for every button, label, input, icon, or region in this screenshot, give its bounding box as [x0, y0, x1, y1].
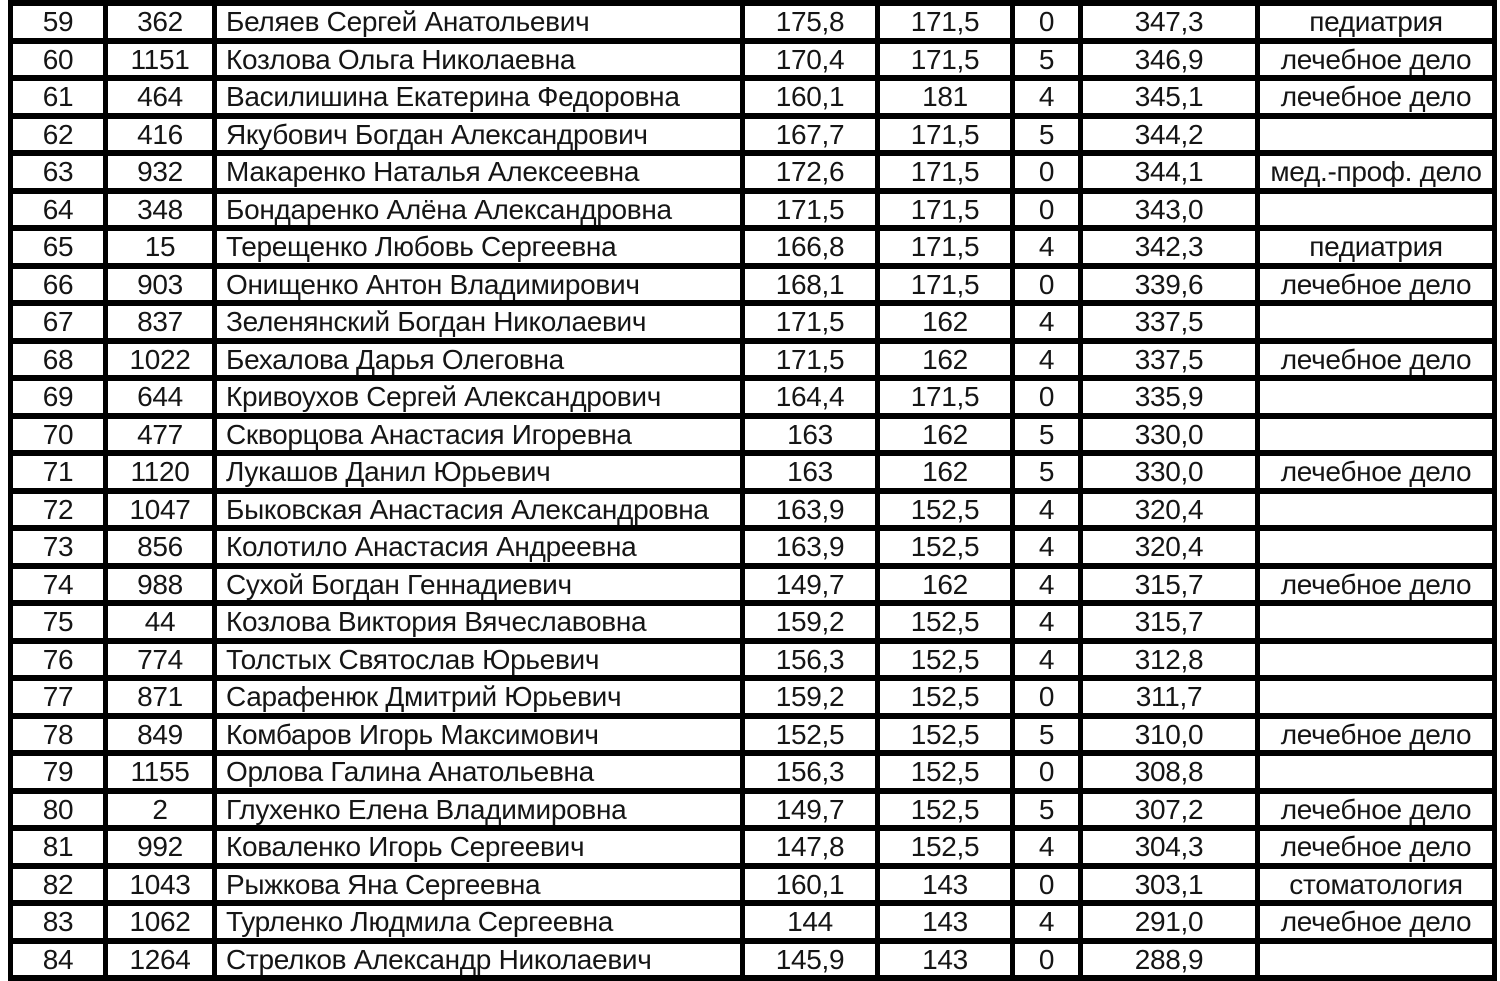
cell-rank: 63 [13, 156, 108, 188]
table-row [8, 831, 1497, 869]
cell-exam1: 170,4 [745, 44, 880, 76]
table-row [8, 531, 1497, 569]
cell-bonus: 0 [1015, 681, 1083, 713]
cell-name: Сухой Богдан Геннадиевич [217, 569, 745, 601]
cell-exam1: 171,5 [745, 194, 880, 226]
cell-exam2: 162 [880, 456, 1015, 488]
cell-rank: 67 [13, 306, 108, 338]
cell-id: 992 [108, 831, 217, 863]
cell-total: 344,2 [1083, 119, 1260, 151]
cell-exam1: 163 [745, 419, 880, 451]
cell-specialty [1260, 644, 1492, 676]
cell-rank: 62 [13, 119, 108, 151]
table-row [8, 119, 1497, 157]
cell-id: 1264 [108, 944, 217, 976]
cell-id: 1151 [108, 44, 217, 76]
cell-specialty: педиатрия [1260, 231, 1492, 263]
cell-exam1: 156,3 [745, 756, 880, 788]
cell-exam2: 143 [880, 869, 1015, 901]
cell-exam1: 144 [745, 906, 880, 938]
cell-exam2: 152,5 [880, 719, 1015, 751]
cell-exam1: 156,3 [745, 644, 880, 676]
cell-total: 320,4 [1083, 494, 1260, 526]
cell-id: 932 [108, 156, 217, 188]
cell-exam2: 162 [880, 344, 1015, 376]
cell-name: Козлова Ольга Николаевна [217, 44, 745, 76]
cell-specialty: лечебное дело [1260, 794, 1492, 826]
cell-rank: 77 [13, 681, 108, 713]
cell-total: 346,9 [1083, 44, 1260, 76]
cell-exam2: 171,5 [880, 231, 1015, 263]
cell-exam1: 172,6 [745, 156, 880, 188]
cell-bonus: 4 [1015, 531, 1083, 563]
cell-exam1: 167,7 [745, 119, 880, 151]
table-row [8, 869, 1497, 907]
cell-bonus: 4 [1015, 831, 1083, 863]
cell-bonus: 4 [1015, 906, 1083, 938]
cell-name: Стрелков Александр Николаевич [217, 944, 745, 976]
cell-specialty: лечебное дело [1260, 269, 1492, 301]
cell-exam1: 171,5 [745, 306, 880, 338]
cell-name: Зеленянский Богдан Николаевич [217, 306, 745, 338]
cell-id: 362 [108, 6, 217, 38]
cell-total: 291,0 [1083, 906, 1260, 938]
cell-id: 1022 [108, 344, 217, 376]
table-row [8, 419, 1497, 457]
cell-exam1: 152,5 [745, 719, 880, 751]
cell-id: 477 [108, 419, 217, 451]
cell-bonus: 5 [1015, 794, 1083, 826]
cell-exam2: 171,5 [880, 269, 1015, 301]
cell-exam2: 152,5 [880, 531, 1015, 563]
cell-name: Глухенко Елена Владимировна [217, 794, 745, 826]
cell-rank: 65 [13, 231, 108, 263]
cell-specialty: лечебное дело [1260, 44, 1492, 76]
cell-specialty [1260, 756, 1492, 788]
cell-exam1: 171,5 [745, 344, 880, 376]
cell-total: 335,9 [1083, 381, 1260, 413]
cell-rank: 69 [13, 381, 108, 413]
cell-exam2: 152,5 [880, 494, 1015, 526]
cell-bonus: 4 [1015, 644, 1083, 676]
cell-specialty [1260, 306, 1492, 338]
cell-id: 1043 [108, 869, 217, 901]
cell-exam2: 171,5 [880, 6, 1015, 38]
cell-name: Рыжкова Яна Сергеевна [217, 869, 745, 901]
table-row [8, 381, 1497, 419]
cell-id: 1120 [108, 456, 217, 488]
cell-exam2: 152,5 [880, 794, 1015, 826]
cell-exam2: 162 [880, 419, 1015, 451]
cell-bonus: 0 [1015, 869, 1083, 901]
table-row [8, 344, 1497, 382]
cell-rank: 72 [13, 494, 108, 526]
cell-id: 44 [108, 606, 217, 638]
cell-bonus: 4 [1015, 494, 1083, 526]
cell-id: 849 [108, 719, 217, 751]
cell-exam1: 149,7 [745, 794, 880, 826]
cell-specialty [1260, 944, 1492, 976]
cell-rank: 68 [13, 344, 108, 376]
cell-rank: 73 [13, 531, 108, 563]
cell-exam2: 143 [880, 944, 1015, 976]
cell-rank: 81 [13, 831, 108, 863]
cell-specialty [1260, 381, 1492, 413]
cell-name: Бехалова Дарья Олеговна [217, 344, 745, 376]
cell-specialty [1260, 531, 1492, 563]
cell-id: 903 [108, 269, 217, 301]
table-row [8, 681, 1497, 719]
cell-exam2: 152,5 [880, 606, 1015, 638]
cell-name: Василишина Екатерина Федоровна [217, 81, 745, 113]
cell-bonus: 4 [1015, 81, 1083, 113]
cell-specialty [1260, 494, 1492, 526]
cell-name: Скворцова Анастасия Игоревна [217, 419, 745, 451]
cell-exam2: 171,5 [880, 156, 1015, 188]
cell-bonus: 4 [1015, 306, 1083, 338]
cell-total: 307,2 [1083, 794, 1260, 826]
cell-specialty: лечебное дело [1260, 456, 1492, 488]
cell-total: 347,3 [1083, 6, 1260, 38]
cell-exam1: 163,9 [745, 494, 880, 526]
cell-name: Якубович Богдан Александрович [217, 119, 745, 151]
cell-exam2: 162 [880, 569, 1015, 601]
cell-id: 1062 [108, 906, 217, 938]
cell-id: 15 [108, 231, 217, 263]
cell-rank: 78 [13, 719, 108, 751]
cell-id: 988 [108, 569, 217, 601]
cell-name: Толстых Святослав Юрьевич [217, 644, 745, 676]
cell-bonus: 0 [1015, 194, 1083, 226]
cell-exam1: 168,1 [745, 269, 880, 301]
cell-total: 311,7 [1083, 681, 1260, 713]
table-row [8, 81, 1497, 119]
cell-specialty: лечебное дело [1260, 569, 1492, 601]
cell-exam2: 181 [880, 81, 1015, 113]
cell-bonus: 0 [1015, 381, 1083, 413]
cell-rank: 74 [13, 569, 108, 601]
cell-total: 288,9 [1083, 944, 1260, 976]
cell-id: 464 [108, 81, 217, 113]
cell-specialty: лечебное дело [1260, 81, 1492, 113]
cell-name: Турленко Людмила Сергеевна [217, 906, 745, 938]
cell-rank: 59 [13, 6, 108, 38]
cell-name: Колотило Анастасия Андреевна [217, 531, 745, 563]
cell-id: 871 [108, 681, 217, 713]
cell-rank: 76 [13, 644, 108, 676]
cell-rank: 61 [13, 81, 108, 113]
cell-total: 308,8 [1083, 756, 1260, 788]
table-row [8, 44, 1497, 82]
cell-total: 312,8 [1083, 644, 1260, 676]
cell-rank: 75 [13, 606, 108, 638]
cell-specialty [1260, 419, 1492, 451]
table-row [8, 944, 1497, 981]
cell-total: 343,0 [1083, 194, 1260, 226]
cell-id: 416 [108, 119, 217, 151]
table-row [8, 794, 1497, 832]
table-row [8, 306, 1497, 344]
cell-rank: 83 [13, 906, 108, 938]
cell-specialty [1260, 681, 1492, 713]
cell-name: Макаренко Наталья Алексеевна [217, 156, 745, 188]
table-row [8, 644, 1497, 682]
cell-exam1: 160,1 [745, 869, 880, 901]
cell-bonus: 0 [1015, 6, 1083, 38]
table-row [8, 269, 1497, 307]
cell-specialty: педиатрия [1260, 6, 1492, 38]
cell-bonus: 4 [1015, 569, 1083, 601]
cell-name: Коваленко Игорь Сергеевич [217, 831, 745, 863]
cell-exam1: 163 [745, 456, 880, 488]
cell-name: Комбаров Игорь Максимович [217, 719, 745, 751]
cell-id: 1155 [108, 756, 217, 788]
cell-bonus: 5 [1015, 119, 1083, 151]
table-row [8, 456, 1497, 494]
cell-exam2: 171,5 [880, 44, 1015, 76]
cell-bonus: 4 [1015, 231, 1083, 263]
cell-exam2: 152,5 [880, 831, 1015, 863]
cell-exam1: 163,9 [745, 531, 880, 563]
cell-specialty: лечебное дело [1260, 831, 1492, 863]
cell-specialty: стоматология [1260, 869, 1492, 901]
cell-name: Онищенко Антон Владимирович [217, 269, 745, 301]
cell-bonus: 5 [1015, 419, 1083, 451]
cell-exam1: 159,2 [745, 606, 880, 638]
cell-id: 1047 [108, 494, 217, 526]
cell-bonus: 0 [1015, 756, 1083, 788]
cell-name: Орлова Галина Анатольевна [217, 756, 745, 788]
cell-bonus: 0 [1015, 269, 1083, 301]
table-row [8, 494, 1497, 532]
cell-exam2: 171,5 [880, 119, 1015, 151]
cell-total: 345,1 [1083, 81, 1260, 113]
table-row [8, 156, 1497, 194]
table-row [8, 6, 1497, 44]
cell-rank: 80 [13, 794, 108, 826]
cell-specialty [1260, 119, 1492, 151]
table-row [8, 719, 1497, 757]
cell-rank: 71 [13, 456, 108, 488]
cell-id: 774 [108, 644, 217, 676]
cell-exam2: 171,5 [880, 381, 1015, 413]
cell-exam1: 160,1 [745, 81, 880, 113]
cell-total: 337,5 [1083, 344, 1260, 376]
cell-exam1: 164,4 [745, 381, 880, 413]
cell-specialty: лечебное дело [1260, 906, 1492, 938]
cell-total: 303,1 [1083, 869, 1260, 901]
cell-name: Бондаренко Алёна Александровна [217, 194, 745, 226]
cell-exam2: 152,5 [880, 756, 1015, 788]
cell-name: Козлова Виктория Вячеславовна [217, 606, 745, 638]
cell-id: 837 [108, 306, 217, 338]
table-row [8, 231, 1497, 269]
cell-specialty: лечебное дело [1260, 719, 1492, 751]
table-row [8, 606, 1497, 644]
cell-id: 644 [108, 381, 217, 413]
cell-exam2: 152,5 [880, 681, 1015, 713]
cell-exam1: 166,8 [745, 231, 880, 263]
cell-rank: 60 [13, 44, 108, 76]
cell-name: Кривоухов Сергей Александрович [217, 381, 745, 413]
cell-exam1: 149,7 [745, 569, 880, 601]
cell-specialty [1260, 606, 1492, 638]
cell-bonus: 4 [1015, 606, 1083, 638]
cell-specialty: мед.-проф. дело [1260, 156, 1492, 188]
cell-total: 315,7 [1083, 569, 1260, 601]
cell-bonus: 5 [1015, 456, 1083, 488]
cell-id: 856 [108, 531, 217, 563]
cell-total: 342,3 [1083, 231, 1260, 263]
cell-bonus: 0 [1015, 944, 1083, 976]
cell-bonus: 4 [1015, 344, 1083, 376]
cell-total: 330,0 [1083, 456, 1260, 488]
cell-specialty [1260, 194, 1492, 226]
cell-rank: 64 [13, 194, 108, 226]
cell-total: 320,4 [1083, 531, 1260, 563]
cell-rank: 79 [13, 756, 108, 788]
cell-total: 337,5 [1083, 306, 1260, 338]
table-row [8, 569, 1497, 607]
cell-exam1: 159,2 [745, 681, 880, 713]
cell-total: 330,0 [1083, 419, 1260, 451]
cell-exam1: 175,8 [745, 6, 880, 38]
cell-name: Беляев Сергей Анатольевич [217, 6, 745, 38]
cell-name: Терещенко Любовь Сергеевна [217, 231, 745, 263]
table-row [8, 906, 1497, 944]
cell-total: 344,1 [1083, 156, 1260, 188]
cell-total: 310,0 [1083, 719, 1260, 751]
cell-exam1: 147,8 [745, 831, 880, 863]
table-row [8, 756, 1497, 794]
cell-name: Быковская Анастасия Александровна [217, 494, 745, 526]
cell-total: 315,7 [1083, 606, 1260, 638]
cell-bonus: 5 [1015, 719, 1083, 751]
cell-rank: 82 [13, 869, 108, 901]
cell-rank: 66 [13, 269, 108, 301]
cell-exam1: 145,9 [745, 944, 880, 976]
cell-bonus: 0 [1015, 156, 1083, 188]
cell-bonus: 5 [1015, 44, 1083, 76]
cell-id: 348 [108, 194, 217, 226]
cell-specialty: лечебное дело [1260, 344, 1492, 376]
cell-id: 2 [108, 794, 217, 826]
cell-total: 304,3 [1083, 831, 1260, 863]
cell-exam2: 152,5 [880, 644, 1015, 676]
cell-exam2: 162 [880, 306, 1015, 338]
cell-name: Сарафенюк Дмитрий Юрьевич [217, 681, 745, 713]
cell-rank: 70 [13, 419, 108, 451]
results-table [8, 0, 1497, 981]
cell-exam2: 171,5 [880, 194, 1015, 226]
table-row [8, 194, 1497, 232]
cell-exam2: 143 [880, 906, 1015, 938]
cell-total: 339,6 [1083, 269, 1260, 301]
cell-rank: 84 [13, 944, 108, 976]
cell-name: Лукашов Данил Юрьевич [217, 456, 745, 488]
